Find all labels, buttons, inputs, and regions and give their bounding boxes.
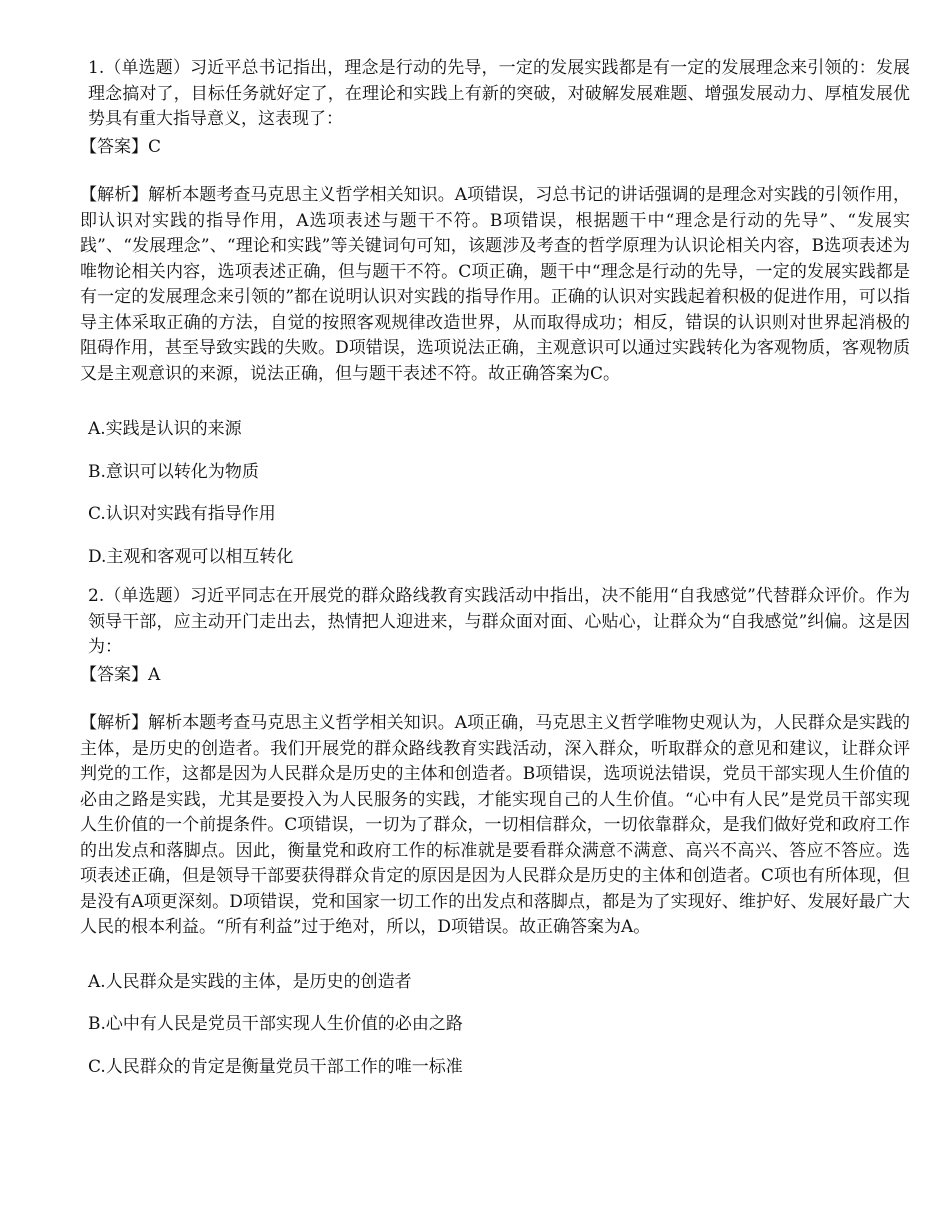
question-2-option-b: B.心中有人民是党员干部实现人生价值的必由之路 [88,1014,463,1034]
question-2-options [88,970,910,1081]
question-1-answer: 【答案】C [80,136,162,157]
question-1-option-b: B.意识可以转化为物质 [88,461,259,482]
question-1-analysis: 【解析】解析本题考查马克思主义哲学相关知识。A项错误，习总书记的讲话强调的是理念对实践的引领作用，即认识对实践的指导作用，A选项表述与题干不符。B项错误，根据题干中“理念是行动的先导”、“发展实践”、“发展理念”、“理论和实践”等关键词句可知，该题涉及考查的哲学原理为认识论相关内容，B选项表述为唯物论相关内容，选项表述正确，但与题干不符。C项正确，题干中“理念是行动的先导，一定的发展实践都是有一定的发展理念来引领的”都在说明认识对实践的指导作用。正确的认识对实践起着积极的促进作用，可以指导主体采取正确的方法，自觉的按照客观规律改造世界，从而取得成功；相反，错误的认识则对世界起消极的阻碍作用，甚至导致实践的失败。D项错误，选项说法正确，主观意识可以通过实践转化为客观物质，客观物质又是主观意识的来源，说法正确，但与题干表述不符。故正确答案为C。 [80,185,910,384]
question-1-option-c: C.认识对实践有指导作用 [88,504,276,524]
question-1-stem: 1.（单选题）习近平总书记指出，理念是行动的先导，一定的发展实践都是有一定的发展理念来引领的：发展理念搞对了，目标任务就好定了，在理论和实践上有新的突破，对破解发展难题、增强发展动力、厚植发展优势具有重大指导意义，这表现了： [88,58,910,129]
question-2 [80,584,910,1080]
question-1-options [88,417,910,570]
question-2-answer: 【答案】A [80,664,161,685]
question-2-stem: 2.（单选题）习近平同志在开展党的群众路线教育实践活动中指出，决不能用“自我感觉”代替群众评价。作为领导干部，应主动开门走出去，热情把人迎进来，与群众面对面、心贴心，让群众为“自我感觉”纠偏。这是因为： [88,586,910,657]
question-1-option-a: A.实践是认识的来源 [88,419,242,439]
question-2-option-a: A.人民群众是实践的主体，是历史的创造者 [88,971,412,992]
question-1-option-d: D.主观和客观可以相互转化 [88,546,294,567]
question-2-analysis: 【解析】解析本题考查马克思主义哲学相关知识。A项正确，马克思主义哲学唯物史观认为，人民群众是实践的主体，是历史的创造者。我们开展党的群众路线教育实践活动，深入群众，听取群众的意见和建议，让群众评判党的工作，这都是因为人民群众是历史的主体和创造者。B项错误，选项说法错误，党员干部实现人生价值的必由之路是实践，尤其是要投入为人民服务的实践，才能实现自己的人生价值。“心中有人民”是党员干部实现人生价值的一个前提条件。C项错误，一切为了群众，一切相信群众，一切依靠群众，是我们做好党和政府工作的出发点和落脚点。因此，衡量党和政府工作的标准就是要看群众满意不满意、高兴不高兴、答应不答应。选项表述正确，但是领导干部要获得群众肯定的原因是因为人民群众是历史的主体和创造者。C项也有所体现，但是没有A项更深刻。D项错误，党和国家一切工作的出发点和落脚点，都是为了实现好、维护好、发展好最广大人民的根本利益。“所有利益”过于绝对，所以，D项错误。故正确答案为A。 [80,713,910,937]
question-2-option-c: C.人民群众的肯定是衡量党员干部工作的唯一标准 [88,1056,463,1077]
question-1 [80,56,910,570]
